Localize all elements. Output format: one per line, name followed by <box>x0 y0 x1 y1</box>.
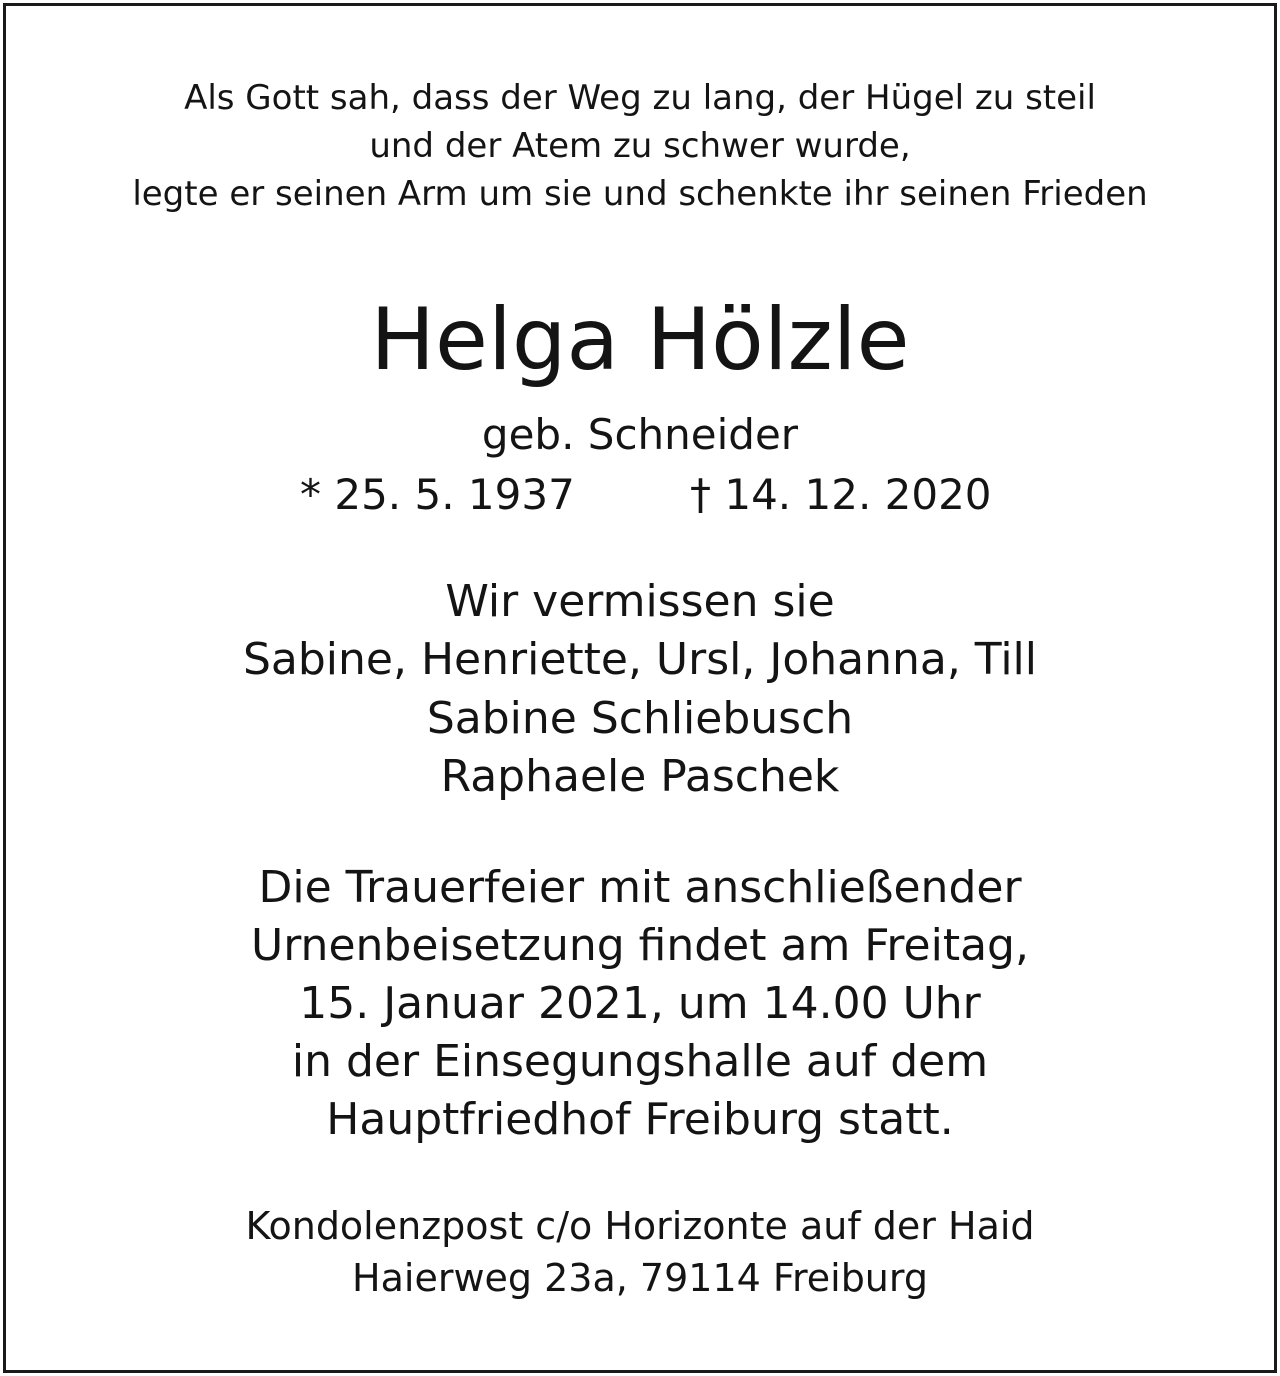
mourners-intro: Wir vermissen sie <box>445 576 835 627</box>
ceremony-line-4: in der Einsegungshalle auf dem <box>291 1036 989 1087</box>
condolence-line-2: Haierweg 23a, 79114 Freiburg <box>352 1256 928 1300</box>
mourners-line-4: Raphaele Paschek <box>440 751 840 802</box>
deceased-name: Helga Hölzle <box>370 290 910 390</box>
life-dates <box>0 470 1280 520</box>
ceremony-line-3: 15. Januar 2021, um 14.00 Uhr <box>299 978 981 1029</box>
verse-line-3: legte er seinen Arm um sie und schenkte ihr seinen Frieden <box>132 174 1148 214</box>
ceremony-line-2: Urnenbeisetzung findet am Freitag, <box>251 920 1029 971</box>
ceremony-line-5: Hauptfriedhof Freiburg statt. <box>326 1094 954 1145</box>
verse-line-1: Als Gott sah, dass der Weg zu lang, der Hügel zu steil <box>184 78 1096 118</box>
verse-line-2: und der Atem zu schwer wurde, <box>369 126 911 166</box>
death-date: † 14. 12. 2020 <box>690 470 992 519</box>
maiden-name: geb. Schneider <box>481 410 799 459</box>
mourners-line-3: Sabine Schliebusch <box>426 693 854 744</box>
condolence-line-1: Kondolenzpost c/o Horizonte auf der Haid <box>245 1204 1035 1248</box>
birth-date: * 25. 5. 1937 <box>300 470 575 519</box>
ceremony-line-1: Die Trauerfeier mit anschließender <box>258 862 1022 913</box>
mourners-line-2: Sabine, Henriette, Ursl, Johanna, Till <box>242 634 1038 685</box>
